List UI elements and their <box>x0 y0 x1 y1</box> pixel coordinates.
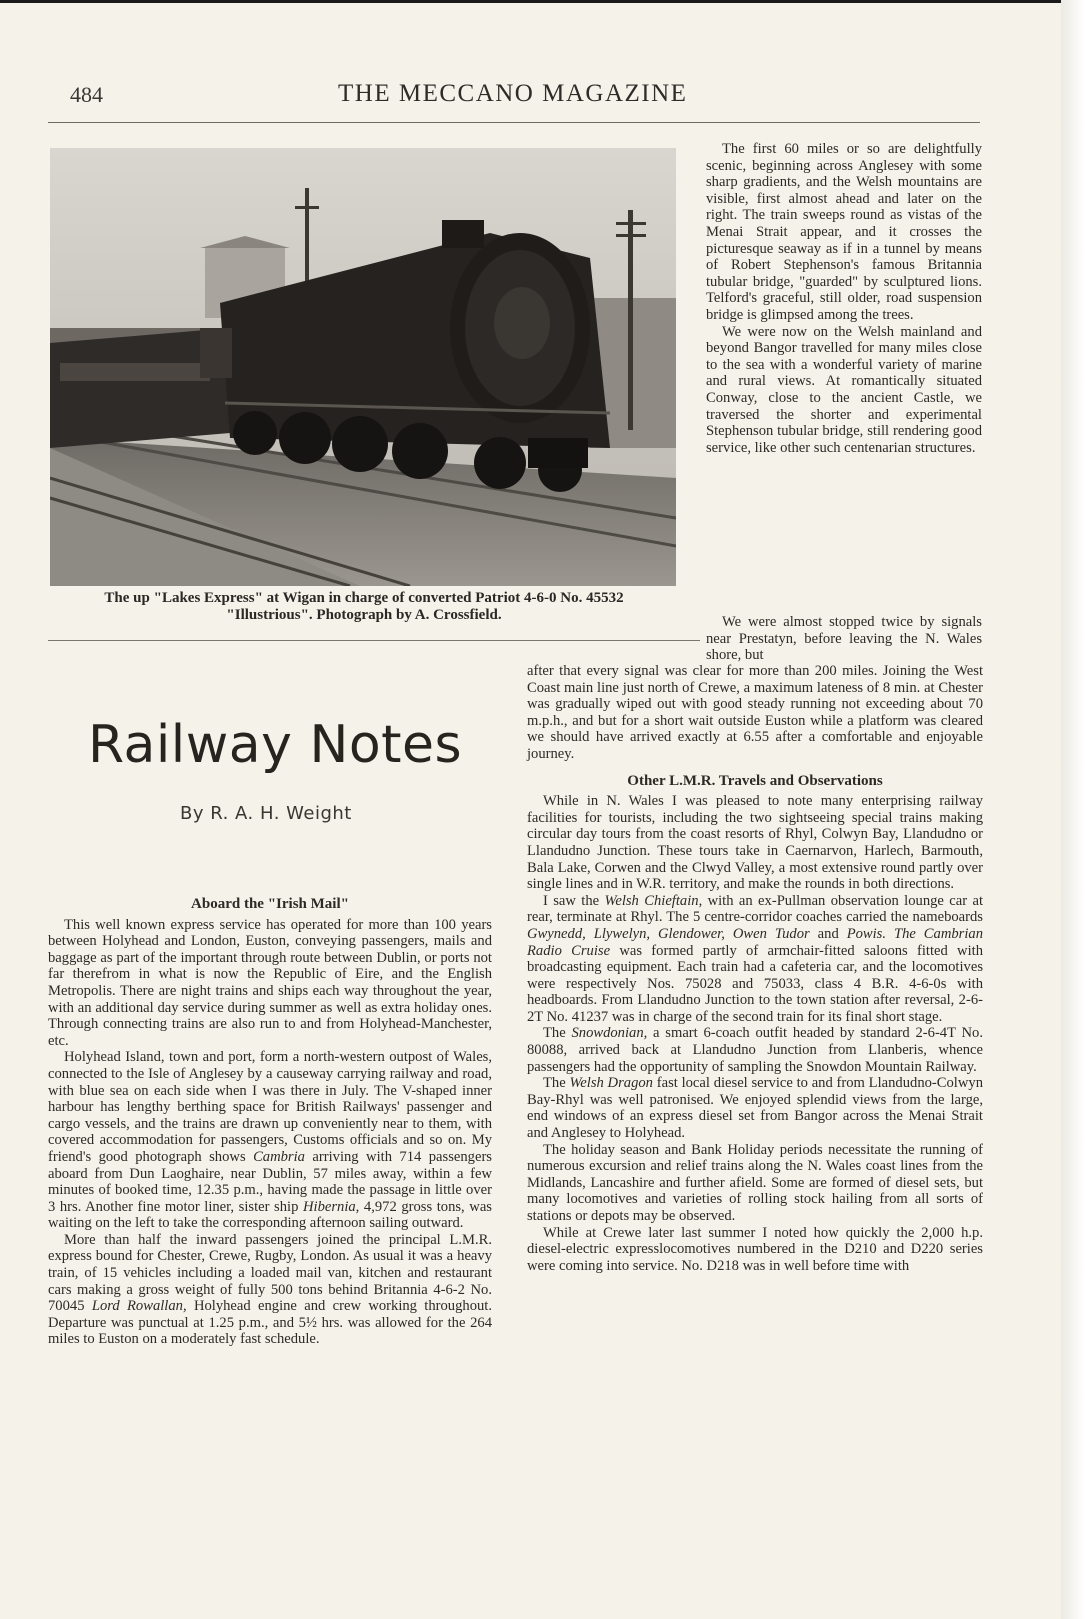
section-heading-irish-mail: Aboard the "Irish Mail" <box>191 896 349 912</box>
caption-line-1: The up "Lakes Express" at Wigan in charge of converted Patriot 4-6-0 No. 45532 <box>104 590 624 606</box>
paragraph: Holyhead Island, town and port, form a north-western outpost of Wales, connected to the Isle of Anglesey by a causeway carrying railway and road, with blue sea on each side when I was there in July. The V-shaped inner harbour has lengthy berthing space for British Railways' passenger and cargo vessels, and the trains are drawn up conveniently near to them, with covered accommodation for passengers, Customs officials and so on. My friend's good photograph shows Cambria arriving with 714 passengers aboard from Dun Laoghaire, near Dublin, 57 miles away, within a few minutes of booked time, 12.35 p.m., having made the passage in little over 3 hrs. Another fine motor liner, sister ship Hibernia, 4,972 gross tons, was waiting on the left to take the corresponding afternoon sailing outward. <box>48 1049 492 1232</box>
paragraph: after that every signal was clear for more than 200 miles. Joining the West Coast main line just north of Crewe, a maximum lateness of 8 min. at Chester was gradually wiped out with good steady running not exceeding about 70 m.p.h., and but for a short wait outside Euston while a platform was cleared we should have arrived exactly at 6.55 after a comfortable and enjoyable journey. <box>527 663 983 762</box>
page-edge-shadow <box>1061 0 1085 1619</box>
paragraph: I saw the Welsh Chieftain, with an ex-Pullman observation lounge car at rear, terminate at Rhyl. The 5 centre-corridor coaches carried the nameboards Gwynedd, Llywelyn, Glendower, Owen Tudor and Powis. The Cambrian Radio Cruise was formed partly of armchair-fitted saloons fitted with broadcasting equipment. Each train had a cafeteria car, and the locomotives were respectively Nos. 75028 and 75033, class 4 B.R. 4-6-0s with headboards. From Llandudno Junction to the town station after reversal, 2-6-2T No. 41237 was in charge of the second train for its final short stage. <box>527 892 984 1025</box>
left-column <box>48 896 492 1348</box>
train-name: Welsh Chieftain <box>604 892 699 909</box>
page-number: 484 <box>70 82 103 107</box>
right-column-top <box>706 141 982 456</box>
article-title: Railway Notes <box>88 715 463 775</box>
paragraph: The Snowdonian, a smart 6-coach outfit headed by standard 2-6-4T No. 80088, arrived back at Llandudno Junction from Llanberis, whence passengers had the opportunity of sampling the Snowdon Mountain Railway. <box>527 1025 984 1075</box>
ship-name: Cambria <box>253 1148 305 1165</box>
top-border <box>0 0 1085 3</box>
locomotive-illustration <box>50 148 676 586</box>
coach-names: Gwynedd, Llywelyn, Glendower, Owen Tudor <box>527 925 810 942</box>
paragraph: The Welsh Dragon fast local diesel service to and from Llandudno-Colwyn Bay-Rhyl was well patronised. We enjoyed splendid views from the large, end windows of an express diesel set from Bangor across the Menai Strait and Anglesey to Holyhead. <box>527 1075 983 1142</box>
article-byline: By R. A. H. Weight <box>180 803 352 824</box>
paragraph: We were almost stopped twice by signals near Prestatyn, before leaving the N. Wales shore, but <box>706 614 982 664</box>
paragraph: We were now on the Welsh mainland and beyond Bangor travelled for many miles close to the sea with a wonderful variety of marine and rural views. At romantically situated Conway, close to the ancient Castle, we traversed the shorter and experimental Stephenson tubular bridge, still rendering good service, like other such centenarian structures. <box>706 323 982 456</box>
train-name: Snowdonian, <box>571 1025 648 1042</box>
train-name: The Cambrian Radio Cruise <box>527 925 984 959</box>
coach-name: Powis. <box>846 925 887 942</box>
ship-name: Hibernia, <box>302 1198 360 1215</box>
paragraph: This well known express service has operated for more than 100 years between Holyhead and London, Euston, conveying passengers, mails and baggage as part of the important through route between Dublin, or ports not far therefrom in what is now the Republic of Eire, and the English Metropolis. There are night trains and ships each way throughout the year, with an additional day service during summer as well as extra holiday ones. Through connecting trains are also run to and from Holyhead-Manchester, etc. <box>48 916 492 1049</box>
photo-caption <box>46 590 682 624</box>
locomotive-name: Lord Rowallan, <box>91 1298 187 1315</box>
paragraph: The first 60 miles or so are delightfully scenic, beginning across Anglesey with some sharp gradients, and the Welsh mountains are visible, first almost ahead and later on the right. The train sweeps round as vistas of the Menai Strait appear, and it crosses the picturesque seaway as if in a tunnel by means of Robert Stephenson's famous Britannia tubular bridge, "guarded" by sculptured lions. Telford's graceful, still older, road suspension bridge is glimpsed among the trees. <box>706 141 982 323</box>
section-heading-other-lmr: Other L.M.R. Travels and Observations <box>627 772 883 789</box>
train-name: Welsh Dragon <box>569 1075 653 1092</box>
locomotive-photograph <box>50 148 676 586</box>
paragraph: More than half the inward passengers joined the principal L.M.R. express bound for Chester, Crewe, Rugby, London. As usual it was a heavy train, of 15 vehicles including a loaded mail van, kitchen and restaurant cars making a gross weight of fully 500 tons behind Britannia 4-6-2 No. 70045 Lord Rowallan, Holyhead engine and crew working throughout. Departure was punctual at 1.25 p.m., and 5½ hrs. was allowed for the 264 miles to Euston on a moderately fast schedule. <box>48 1231 492 1348</box>
paragraph: The holiday season and Bank Holiday periods necessitate the running of numerous excursion and relief trains along the N. Wales coast lines from the Midlands, Lancashire and further afield. Some are formed of diesel sets, but many locomotives and varieties of rolling stock hailing from all sorts of stations or depots may be observed. <box>527 1141 983 1224</box>
paragraph: While at Crewe later last summer I noted how quickly the 2,000 h.p. diesel-electric expresslocomotives numbered in the D210 and D220 series were coming into service. No. D218 was in well before time with <box>527 1224 983 1274</box>
caption-line-2: "Illustrious". Photograph by A. Crossfield. <box>226 607 502 623</box>
right-column-wide <box>527 663 983 1274</box>
header-rule <box>48 122 980 123</box>
paragraph: While in N. Wales I was pleased to note many enterprising railway facilities for tourists, including the two sightseeing special trains making circular day tours from the coast resorts of Rhyl, Colwyn Bay, Llandudno or Llandudno Junction. These tours take in Caernarvon, Harlech, Barmouth, Bala Lake, Corwen and the Clwyd Valley, a most extensive round partly over single lines and in W.R. territory, and make the rounds in both directions. <box>527 793 983 893</box>
right-column-narrow <box>706 614 982 664</box>
magazine-title: THE MECCANO MAGAZINE <box>338 80 688 107</box>
caption-rule <box>48 640 700 641</box>
